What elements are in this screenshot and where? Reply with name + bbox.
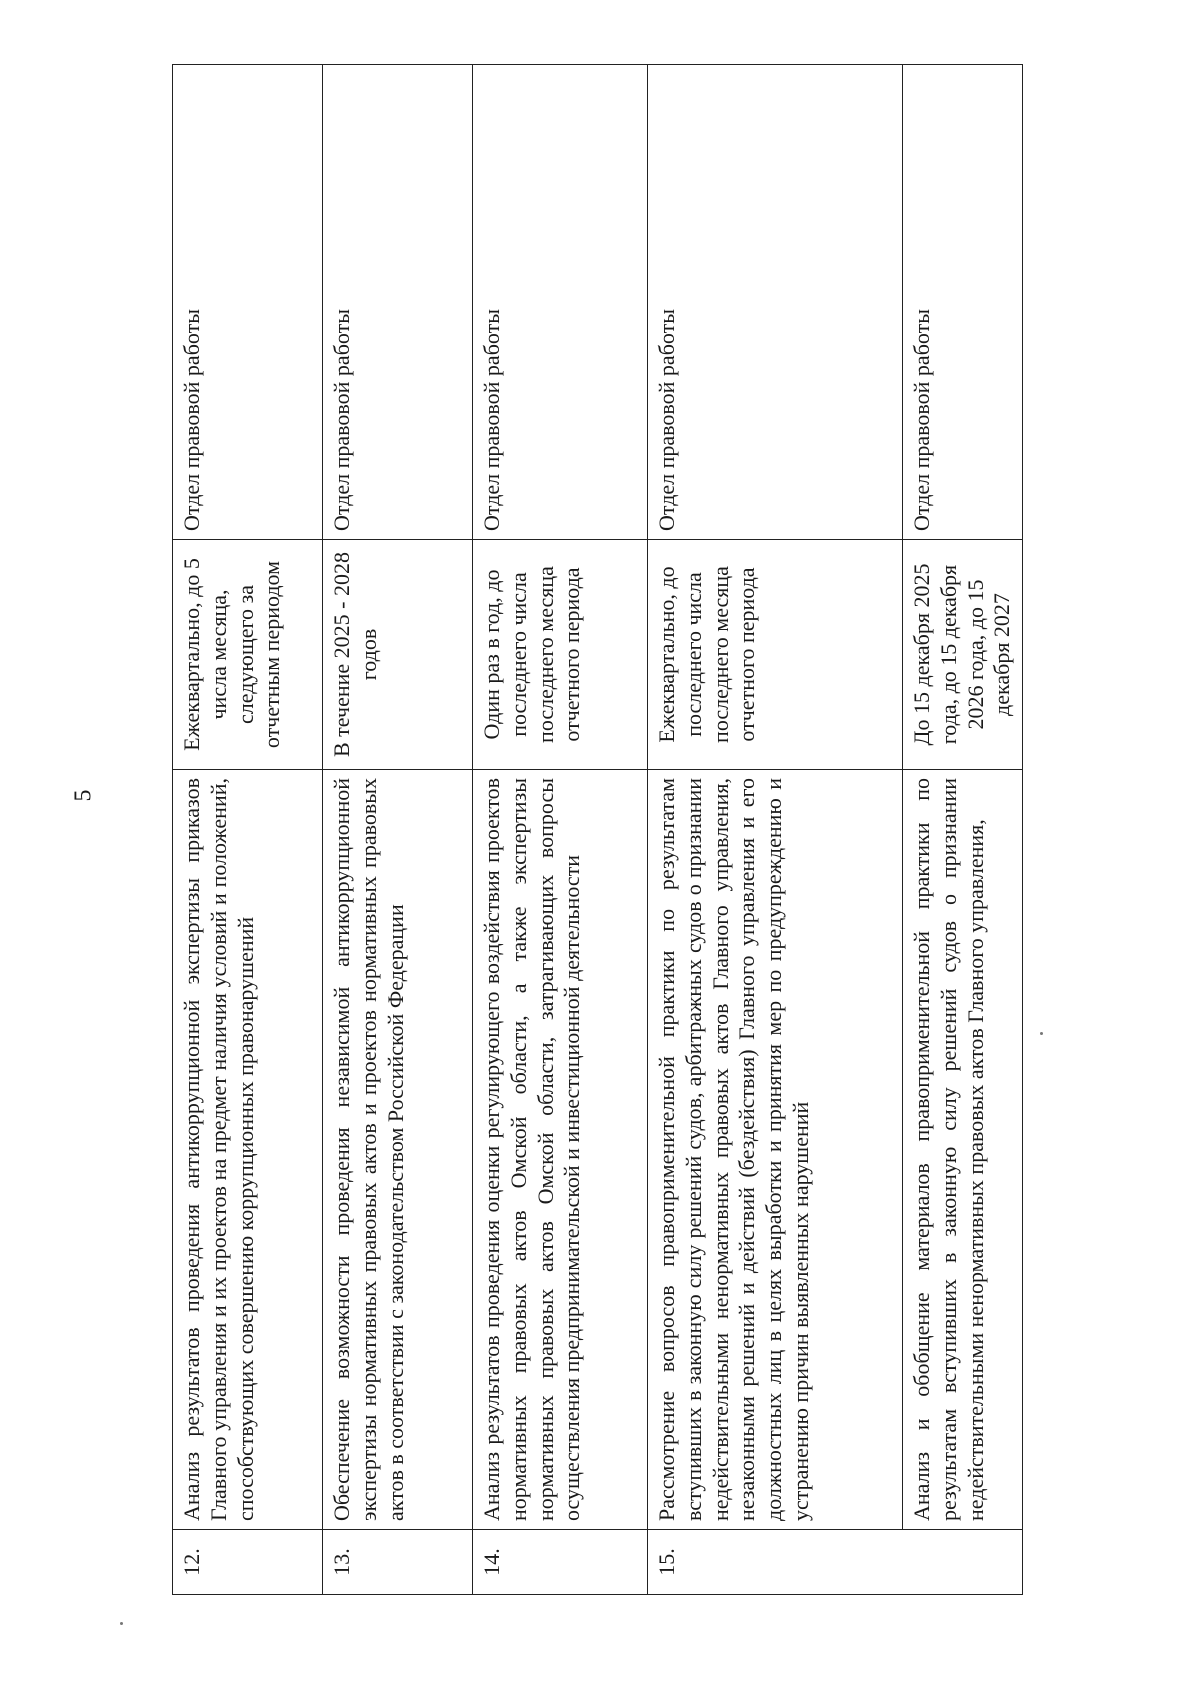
measure-cell: Анализ и обобщение материалов правоприменительной практики по результатам вступивших в законную силу решений судов о признании недействительными ненормативных правовых актов Главного управления, xyxy=(903,770,1023,1530)
table-row xyxy=(473,65,648,1595)
row-number-cell: 12. xyxy=(173,1530,323,1595)
term-cell: До 15 декабря 2025 года, до 15 декабря 2026 года, до 15 декабря 2027 xyxy=(903,540,1023,770)
responsible-cell: Отдел правовой работы xyxy=(323,65,473,540)
row-number-cell: 15. xyxy=(648,1530,1023,1595)
row-number-cell: 13. xyxy=(323,1530,473,1595)
rotated-table-container xyxy=(172,65,1022,1595)
scan-speck xyxy=(1040,1032,1043,1035)
table-row xyxy=(323,65,473,1595)
measure-cell: Рассмотрение вопросов правоприменительной практики по результатам вступивших в законную силу решений судов, арбитражных судов о признании недействительными ненормативных правовых актов Главного управления, незаконными решений и действий (бездействия) Главного управления и его должностных лиц в целях выработки и принятия мер по предупреждению и устранению причин выявленных нарушений xyxy=(648,770,903,1530)
table-row xyxy=(903,65,1023,1595)
term-cell: В течение 2025 - 2028 годов xyxy=(323,540,473,770)
term-cell: Один раз в год, до последнего числа последнего месяца отчетного периода xyxy=(473,540,648,770)
table-row xyxy=(173,65,323,1595)
table-row xyxy=(648,65,903,1595)
responsible-cell: Отдел правовой работы xyxy=(473,65,648,540)
measure-cell: Анализ результатов проведения антикоррупционной экспертизы приказов Главного управления и их проектов на предмет наличия условий и положений, способствующих совершению коррупционных правонарушений xyxy=(173,770,323,1530)
measure-cell: Анализ результатов проведения оценки регулирующего воздействия проектов нормативных правовых актов Омской области, а также экспертизы нормативных правовых актов Омской области, затрагивающих вопросы осуществления предпринимательской и инвестиционной деятельности xyxy=(473,770,648,1530)
measure-cell: Обеспечение возможности проведения независимой антикоррупционной экспертизы нормативных правовых актов и проектов нормативных правовых актов в соответствии с законодательством Российской Федерации xyxy=(323,770,473,1530)
term-cell: Ежеквартально, до последнего числа последнего месяца отчетного периода xyxy=(648,540,903,770)
term-cell: Ежеквартально, до 5 числа месяца, следующего за отчетным периодом xyxy=(173,540,323,770)
scan-speck xyxy=(120,1622,123,1625)
page-number: 5 xyxy=(70,789,97,802)
responsible-cell: Отдел правовой работы xyxy=(903,65,1023,540)
responsible-cell: Отдел правовой работы xyxy=(648,65,903,540)
responsible-cell: Отдел правовой работы xyxy=(173,65,323,540)
row-number-cell: 14. xyxy=(473,1530,648,1595)
measures-table xyxy=(172,64,1023,1595)
